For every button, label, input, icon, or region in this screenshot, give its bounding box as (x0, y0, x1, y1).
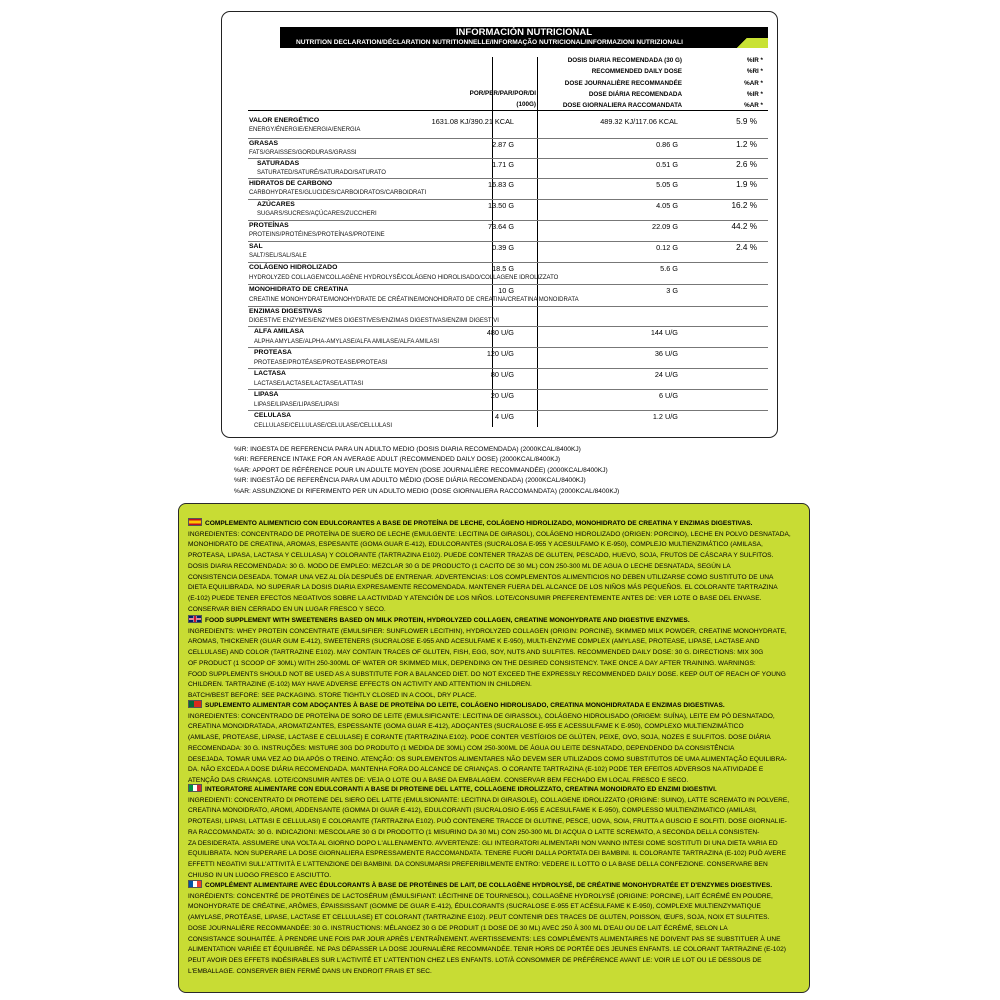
nutrition-subtitle: NUTRITION DECLARATION/DÉCLARATION NUTRITIONNELLE/INFORMAÇÃO NUTRICIONAL/INFORMAZIONI NUTRIZIONALI (280, 38, 768, 48)
footnote: %AR: APPORT DE RÉFÉRENCE POUR UN ADULTE MOYEN (DOSE JOURNALIÈRE RECOMMANDÉE) (2000KCAL/8400KJ) (234, 466, 608, 474)
section-italian: INTEGRATORE ALIMENTARE CON EDULCORANTI A BASE DI PROTEINE DEL LATTE, COLLAGENE IDROLIZZATO, CREATINA MONOIDRATO ED ENZIMI DIGESTIVI. INGREDIENTI: CONCENTRATO DI PROTEINE DEL SIERO DEL LATTE (EMULSIONANTE: LECITINA DI GIRASOLE), COLLAGENE IDROLIZZATO (ORIGINE: SUINO), LATTE SCREMATO IN POLVERE, CREATINA MONOIDRATO, AROMI, ADDENSANTE (GOMMA DI GUAR E-412), EDULCORANTI (SUCRALOSIO E-955 E ACESULFAME K E-950), COMPLESSO MULTIENZIMATICO (AMILASI, PROTEASI, LIPASI, LATTASI E CELLULASI) E COLORANTE (TARTRAZINA E102). PUÒ CONTENERE TRACCE DI GLUTINE, PESCE, UOVA, SOIA, FRUTTA A GUSCIO E SOLFITI. DOSE GIORNALIE- RA RACCOMANDATA: 30 G. INDICAZIONI: MESCOLARE 30 G DI PRODOTTO (1 MISURINO DA 30 ML) CON 250-300 ML DI ACQUA O LATTE SCREMATO, A SECONDA DELLA CONSISTEN- ZA DESIDERATA. ASSUMERE UNA VOLTA AL GIORNO DOPO L'ALLENAMENTO. AVVERTENZE: GLI INTEGRATORI ALIMENTARI NON VANNO INTESI COME SOSTITUTI DI UNA DIETA VARIA ED EQUILIBRATA. NON SUPERARE LA DOSE GIORNALIERA ESPRESSAMENTE RACCOMANDATA. TENERE FUORI DALLA PORTATA DEI BAMBINI. IL COLORANTE TARTRAZINA (E-102) PUÒ AVERE EFFETTI NEGATIVI SULL'ATTIVITÀ E L'ATTENZIONE DEI BAMBINI. DA CONSUMARSI PREFERIBILMENTE ENTRO: VEDERE IL LOTTO O LA BASE DELLA CONFEZIONE. CONSERVARE BEN CHIUSO IN UN LUOGO FRESCO E ASCIUTTO. (188, 786, 790, 879)
table-row: PROTEASA PROTEASE/PROTÉASE/PROTEASE/PROTEASI 120 U/G 36 U/G (248, 348, 768, 369)
italy-flag-icon (188, 784, 202, 792)
footnote: %IR: INGESTA DE REFERENCIA PARA UN ADULTO MEDIO (DOSIS DIARIA RECOMENDADA) (2000KCAL/8400KJ) (234, 446, 581, 453)
france-flag-icon (188, 880, 202, 888)
footnote: %IR: INGESTÃO DE REFERÊNCIA PARA UM ADULTO MÉDIO (DOSE DIÁRIA RECOMENDADA) (2000KCAL/8400KJ) (234, 477, 586, 485)
section-english: FOOD SUPPLEMENT WITH SWEETENERS BASED ON MILK PROTEIN, HYDROLYZED COLLAGEN, CREATINE MONOHYDRATE AND DIGESTIVE ENZYMES. INGREDIENTS: WHEY PROTEIN CONCENTRATE (EMULSIFIER: SUNFLOWER LECITHIN), HYDROLYZED COLLAGEN (ORIGIN: PORCINE), SKIMMED MILK POWDER, CREATINE MONOHYDRATE, AROMAS, THICKENER (GUAR GUM E-412), SWEETENERS (SUCRALOSE E-955 AND ACESULFAME K E-950), MULTI-ENZYME COMPLEX (AMYLASE, PROTEASE, LIPASE, LACTASE AND CELLULASE) AND COLOR (TARTRAZINE E102). MAY CONTAIN TRACES OF GLUTEN, FISH, EGG, SOY, NUTS AND SULFITES. RECOMMENDED DAILY DOSE: 30 G. DIRECTIONS: MIX 30G OF PRODUCT (1 SCOOP OF 30ML) WITH 250-300ML OF WATER OR SKIMMED MILK, DEPENDING ON THE DESIRED CONSISTENCY. TAKE ONCE A DAY AFTER TRAINING. WARNINGS: FOOD SUPPLEMENTS SHOULD NOT BE USED AS A SUBSTITUTE FOR A BALANCED DIET. DO NOT EXCEED THE EXPRESSLY RECOMMENDED DAILY DOSE. KEEP OUT OF REACH OF YOUNG CHILDREN. TARTRAZINE (E-102) MAY HAVE ADVERSE EFFECTS ON ACTIVITY AND ATTENTION IN CHILDREN. BATCH/BEST BEFORE: SEE PACKAGING. STORE TIGHTLY CLOSED IN A COOL, DRY PLACE. (188, 617, 787, 699)
table-row: AZÚCARES SUGARS/SUCRES/AÇÚCARES/ZUCCHERI 13.50 G 4.05 G 16.2 % (248, 200, 768, 221)
reference-intake-footnotes (234, 445, 619, 497)
column-header-dose: DOSIS DIARIA RECOMENDADA (30 G) RECOMMENDED DAILY DOSE DOSE JOURNALIÈRE RECOMMANDÉE DOSE DIÁRIA RECOMENDADA DOSE GIORNALIERA RACCOMANDATA (562, 57, 682, 110)
column-header-per100: POR/PER/PAR/POR/DI (100G) (469, 90, 536, 109)
footnote: %RI: REFERENCE INTAKE FOR AN AVERAGE ADULT (RECOMMENDED DAILY DOSE) (2000KCAL/8400KJ) (234, 456, 561, 464)
table-row: CELULASA CELLULASE/CELLULASE/CELULASE/CELLULASI 4 U/G 1.2 U/G (254, 412, 678, 429)
table-row: COLÁGENO HIDROLIZADO HYDROLYZED COLLAGEN/COLLAGÈNE HYDROLYSÉ/COLÁGENO HIDROLISADO/COLLAGENE IDROLIZZATO 18.5 G 5.6 G (248, 263, 768, 285)
table-row: MONOHIDRATO DE CREATINA CREATINE MONOHYDRATE/MONOHYDRATE DE CRÉATINE/MONOHIDRATO DE CREATINA/CREATINA MONOIDRATA 10 G 3 G (248, 285, 768, 307)
table-row: SAL SALT/SEL/SAL/SALE 0.39 G 0.12 G 2.4 % (248, 242, 768, 263)
table-row: LIPASA LIPASE/LIPASE/LIPASE/LIPASI 20 U/G 6 U/G (248, 390, 768, 411)
footnote: %AR: ASSUNZIONE DI RIFERIMENTO PER UN ADULTO MEDIO (DOSE GIORNALIERA RACCOMANDATA) (2000KCAL/8400KJ) (234, 487, 620, 495)
section-portuguese: SUPLEMENTO ALIMENTAR COM ADOÇANTES À BASE DE PROTEÍNA DO LEITE, COLÁGENO HIDROLISADO, CREATINA MONOHIDRATADA E ENZIMAS DIGESTIVAS. INGREDIENTES: CONCENTRADO DE PROTEÍNA DE SORO DE LEITE (EMULSIFICANTE: LECITINA DE GIRASSOL), COLÁGENO HIDROLISADO (ORIGEM: SUÍNA), LEITE EM PÓ DESNATADO, CREATINA MONOIDRATADA, AROMATIZANTES, ESPESSANTE (GOMA GUAR E-412), ADOÇANTES (SUCRALOSE E-955 E ACESSULFAME K E-950), COMPLEXO MULTIENZIMÁTICO (AMILASE, PROTEASE, LIPASE, LACTASE E CELULASE) E CORANTE (TARTRAZINA E102). PODE CONTER VESTÍGIOS DE GLÚTEN, PEIXE, OVO, SOJA, NOZES E SULFITOS. DOSE DIÁRIA RECOMENDADA: 30 G. INSTRUÇÕES: MISTURE 30G DO PRODUTO (1 MEDIDA DE 30ML) COM 250-300ML DE ÁGUA OU LEITE DESNATADO, DEPENDENDO DA CONSISTÊNCIA DESEJADA. TOMAR UMA VEZ AO DIA APÓS O TREINO. ATENÇÃO: OS SUPLEMENTOS ALIMENTARES NÃO DEVEM SER UTILIZADOS COMO SUBSTITUTOS DE UMA ALIMENTAÇÃO EQUILIBRA- DA. NÃO EXCEDA A DOSE DIÁRIA RECOMENDADA. MANTENHA FORA DO ALCANCE DE CRIANÇAS. O CORANTE TARTRAZINA (E-102) PODE TER EFEITOS ADVERSOS NA ATIVIDADE E ATENÇÃO DAS CRIANÇAS. LOTE/CONSUMIR ANTES DE: VEJA O LOTE OU A BASE DA EMBALAGEM. CONSERVAR BEM FECHADO EM LOCAL FRESCO E SECO. (188, 702, 787, 784)
table-row: HIDRATOS DE CARBONO CARBOHYDRATES/GLUCIDES/CARBOIDRATOS/CARBOIDRATI 16.83 G 5.05 G 1.9 % (248, 179, 768, 200)
spain-flag-icon (188, 518, 202, 526)
uk-flag-icon (188, 615, 202, 623)
nutrition-title: INFORMACIÓN NUTRICIONAL (280, 27, 768, 38)
table-row: VALOR ENERGÉTICO ENERGY/ÉNERGIE/ENERGIA/ENERGIA 1631.08 KJ/390.21 KCAL 489.32 KJ/117.06 KCAL 5.9 % (248, 116, 768, 139)
nutrition-table-body (248, 116, 768, 432)
header-accent-stripe (728, 38, 768, 48)
section-french: COMPLÉMENT ALIMENTAIRE AVEC ÉDULCORANTS À BASE DE PROTÉINES DE LAIT, DE COLLAGÈNE HYDROLYSÉ, DE CRÉATINE MONOHYDRATÉE ET D'ENZYMES DIGESTIVES. INGRÉDIENTS: CONCENTRÉ DE PROTÉINES DE LACTOSÉRUM (ÉMULSIFIANT: LÉCITHINE DE TOURNESOL), COLLAGÈNE HYDROLYSÉ (ORIGINE: PORCINE), LAIT ÉCRÉMÉ EN POUDRE, MONOHYDRATE DE CRÉATINE, ARÔMES, ÉPAISSISSANT (GOMME DE GUAR E-412), ÉDULCORANTS (SUCRALOSE E-955 ET ACÉSULFAME K E-950), COMPLEXE MULTIENZYMATIQUE (AMYLASE, PROTÉASE, LIPASE, LACTASE ET CELLULASE) ET COLORANT (TARTRAZINE E102). PEUT CONTENIR DES TRACES DE GLUTEN, POISSON, ŒUFS, SOJA, NOIX ET SULFITES. DOSE JOURNALIÈRE RECOMMANDÉE: 30 G. INSTRUCTIONS: MÉLANGEZ 30 G DE PRODUIT (1 DOSE DE 30 ML) AVEC 250 À 300 ML D'EAU OU DE LAIT ÉCRÉMÉ, SELON LA CONSISTANCE SOUHAITÉE. À PRENDRE UNE FOIS PAR JOUR APRÈS L'ENTRAÎNEMENT. AVERTISSEMENTS: LES COMPLÉMENTS ALIMENTAIRES NE DOIVENT PAS SE SUBSTITUER À UNE ALIMENTATION VARIÉE ET ÉQUILIBRÉE. NE PAS DÉPASSER LA DOSE JOURNALIÈRE RECOMMANDÉE. TENIR HORS DE PORTÉE DES JEUNES ENFANTS. LE COLORANT TARTRAZINE (E-102) PEUT AVOIR DES EFFETS INDÉSIRABLES SUR L'ACTIVITÉ ET L'ATTENTION CHEZ LES ENFANTS. LOT/À CONSOMMER DE PRÉFÉRENCE AVANT LE: VOIR LE LOT OU LE DESSOUS DE L'EMBALLAGE. CONSERVER BIEN FERMÉ DANS UN ENDROIT FRAIS ET SEC. (188, 882, 786, 975)
multilingual-info-panel (178, 503, 810, 993)
table-row: PROTEÍNAS PROTEINS/PROTÉINES/PROTEÍNAS/PROTEINE 73.64 G 22.09 G 44.2 % (248, 221, 768, 242)
table-row: ALFA AMILASA ALPHA AMYLASE/ALPHA-AMYLASE/ALFA AMILASE/ALFA AMILASI 480 U/G 144 U/G (248, 327, 768, 348)
column-header-ir: %IR * %RI * %AR * %IR * %AR * (744, 57, 763, 110)
portugal-flag-icon (188, 700, 202, 708)
section-spanish: COMPLEMENTO ALIMENTICIO CON EDULCORANTES A BASE DE PROTEÍNA DE LECHE, COLÁGENO HIDROLIZADO, MONOHIDRATO DE CREATINA Y ENZIMAS DIGESTIVAS. INGREDIENTES: CONCENTRADO DE PROTEÍNA DE SUERO DE LECHE (EMULGENTE: LECITINA DE GIRASOL), COLÁGENO HIDROLIZADO (ORIGEN: PORCINO), LECHE EN POLVO DESNATADA, MONOHIDRATO DE CREATINA, AROMAS, ESPESANTE (GOMA GUAR E-412), EDULCORANTES (SUCRALOSA E-955 Y ACESULFAMO K E-950), COMPLEJO MULTIENZIMÁTICO (AMILASA, PROTEASA, LIPASA, LACTASA Y CELULASA) Y COLORANTE (TARTRAZINA E102). PUEDE CONTENER TRAZAS DE GLUTEN, PESCADO, HUEVO, SOJA, FRUTOS DE CÁSCARA Y SULFITOS. DOSIS DIARIA RECOMENDADA: 30 G. MODO DE EMPLEO: MEZCLAR 30 G DE PRODUCTO (1 CACITO DE 30 ML) CON 250-300 ML DE AGUA O LECHE DESNATADA, SEGÚN LA CONSISTENCIA DESEADA. TOMAR UNA VEZ AL DÍA DESPUÉS DE ENTRENAR. ADVERTENCIAS: LOS COMPLEMENTOS ALIMENTICIOS NO DEBEN UTILIZARSE COMO SUSTITUTO DE UNA DIETA EQUILIBRADA. NO SUPERAR LA DOSIS DIARIA EXPRESAMENTE RECOMENDADA. MANTENER FUERA DEL ALCANCE DE LOS NIÑOS MÁS PEQUEÑOS. EL COLORANTE TARTRAZINA (E-102) PUEDE TENER EFECTOS NEGATIVOS SOBRE LA ACTIVIDAD Y ATENCIÓN DE LOS NIÑOS. LOTE/CONSUMIR PREFERENTEMENTE ANTES DE: VER LOTE O BASE DEL ENVASE. CONSERVAR BIEN CERRADO EN UN LUGAR FRESCO Y SECO. (188, 520, 791, 613)
table-row: LACTASA LACTASE/LACTASE/LACTASE/LATTASI 80 U/G 24 U/G (248, 369, 768, 390)
table-row: ENZIMAS DIGESTIVAS DIGESTIVE ENZYMES/ENZYMES DIGESTIVES/ENZIMAS DIGESTIVAS/ENZIMI DIGESTIVI (248, 307, 768, 327)
table-row: SATURADAS SATURATED/SATURÉ/SATURADO/SATURATO 1.71 G 0.51 G 2.6 % (248, 159, 768, 179)
header-divider (248, 110, 768, 111)
nutrition-table-card (221, 11, 778, 438)
table-row: GRASAS FATS/GRAISSES/GORDURAS/GRASSI 2.87 G 0.86 G 1.2 % (248, 139, 768, 159)
